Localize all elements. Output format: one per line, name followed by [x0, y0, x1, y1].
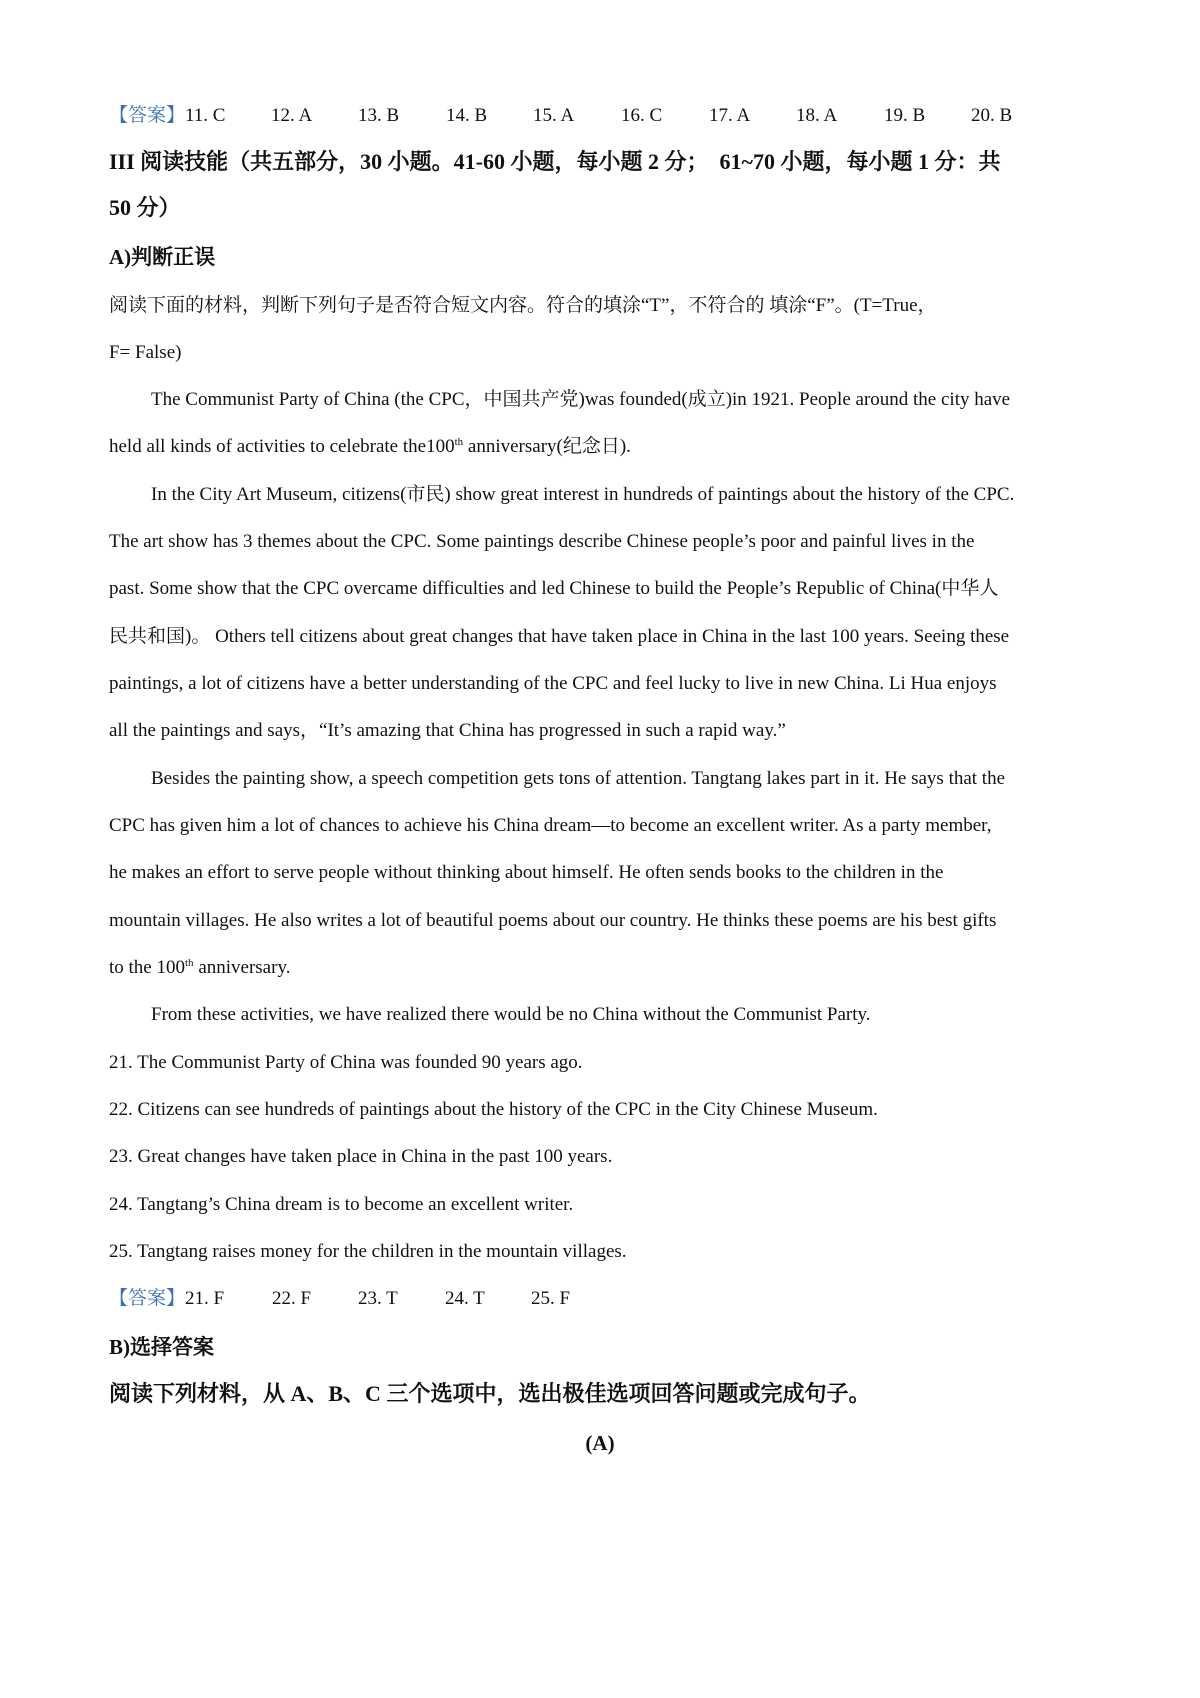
- part-a-instruction-cont: F= False): [109, 342, 182, 363]
- answer-item: 14. B: [446, 105, 488, 126]
- answer-tag: 【答案】: [109, 1288, 186, 1309]
- passage-line: The Communist Party of China (the CPC，中国共产党)was founded(成立)in 1921. People around the city have: [151, 389, 1011, 410]
- answer-item: 12. A: [271, 105, 313, 126]
- answer-item: 13. B: [358, 105, 400, 126]
- section-heading-cont: 50 分）: [109, 195, 181, 220]
- answer-item: 15. A: [533, 105, 575, 126]
- question-item: 23. Great changes have taken place in China in the past 100 years.: [109, 1146, 613, 1167]
- answer-item: 23. T: [358, 1288, 398, 1309]
- passage-line: mountain villages. He also writes a lot of beautiful poems about our country. He thinks these poems are his best gifts: [109, 910, 997, 931]
- answer-item: 24. T: [445, 1288, 485, 1309]
- passage-line: Besides the painting show, a speech competition gets tons of attention. Tangtang lakes part in it. He says that the: [151, 768, 1006, 789]
- answer-item: 20. B: [971, 105, 1013, 126]
- part-a-instruction: 阅读下面的材料，判断下列句子是否符合短文内容。符合的填涂“T”，不符合的 填涂“F”。(T=True，: [109, 295, 937, 316]
- passage-text: anniversary(纪念日).: [463, 436, 631, 457]
- passage-text: held all kinds of activities to celebrate the100: [109, 436, 455, 457]
- answer-item: 16. C: [621, 105, 663, 126]
- section-heading: III 阅读技能（共五部分，30 小题。41-60 小题，每小题 2 分； 61~70 小题，每小题 1 分：共: [109, 149, 1001, 174]
- answer-item: 19. B: [884, 105, 926, 126]
- answer-item: 18. A: [796, 105, 838, 126]
- part-b-title: B)选择答案: [109, 1335, 214, 1359]
- passage-text: to the 100: [109, 957, 185, 978]
- answer-tag: 【答案】: [109, 105, 186, 126]
- passage-line: paintings, a lot of citizens have a better understanding of the CPC and feel lucky to live in new China. Li Hua enjoys: [109, 673, 997, 694]
- answer-row-11-20: [109, 104, 1012, 128]
- passage-line: he makes an effort to serve people without thinking about himself. He often sends books to the children in the: [109, 862, 944, 883]
- passage-line: past. Some show that the CPC overcame difficulties and led Chinese to build the People’s Republic of China(中华人: [109, 578, 999, 599]
- question-item: 22. Citizens can see hundreds of paintings about the history of the CPC in the City Chinese Museum.: [109, 1099, 878, 1120]
- part-a-title: A)判断正误: [109, 245, 216, 269]
- superscript: th: [454, 436, 464, 448]
- passage-line: CPC has given him a lot of chances to achieve his China dream—to become an excellent writer. As a party member,: [109, 815, 992, 836]
- passage-line: From these activities, we have realized there would be no China without the Communist Party.: [151, 1004, 871, 1025]
- passage-line: The art show has 3 themes about the CPC. Some paintings describe Chinese people’s poor and painful lives in the: [109, 531, 975, 552]
- answer-item: 21. F: [185, 1288, 225, 1309]
- answer-item: 25. F: [531, 1288, 571, 1309]
- answer-item: 17. A: [709, 105, 751, 126]
- part-b-instruction: 阅读下列材料，从 A、B、C 三个选项中，选出极佳选项回答问题或完成句子。: [109, 1381, 871, 1406]
- answer-item: 11. C: [185, 105, 226, 126]
- passage-label: (A): [585, 1431, 615, 1455]
- passage-line: [109, 435, 631, 459]
- answer-item: 22. F: [272, 1288, 312, 1309]
- passage-line: In the City Art Museum, citizens(市民) show great interest in hundreds of paintings about the history of the CPC.: [151, 484, 1015, 505]
- question-item: 21. The Communist Party of China was founded 90 years ago.: [109, 1052, 583, 1073]
- passage-text: anniversary.: [193, 957, 291, 978]
- superscript: th: [185, 957, 194, 969]
- passage-line: 民共和国)。 Others tell citizens about great changes that have taken place in China in the last 100 years. Seeing these: [109, 626, 1010, 647]
- question-item: 24. Tangtang’s China dream is to become an excellent writer.: [109, 1194, 574, 1215]
- passage-line: all the paintings and says，“It’s amazing that China has progressed in such a rapid way.”: [109, 720, 786, 741]
- passage-line: [109, 956, 290, 980]
- question-item: 25. Tangtang raises money for the children in the mountain villages.: [109, 1241, 627, 1262]
- answer-row-21-25: [109, 1287, 570, 1311]
